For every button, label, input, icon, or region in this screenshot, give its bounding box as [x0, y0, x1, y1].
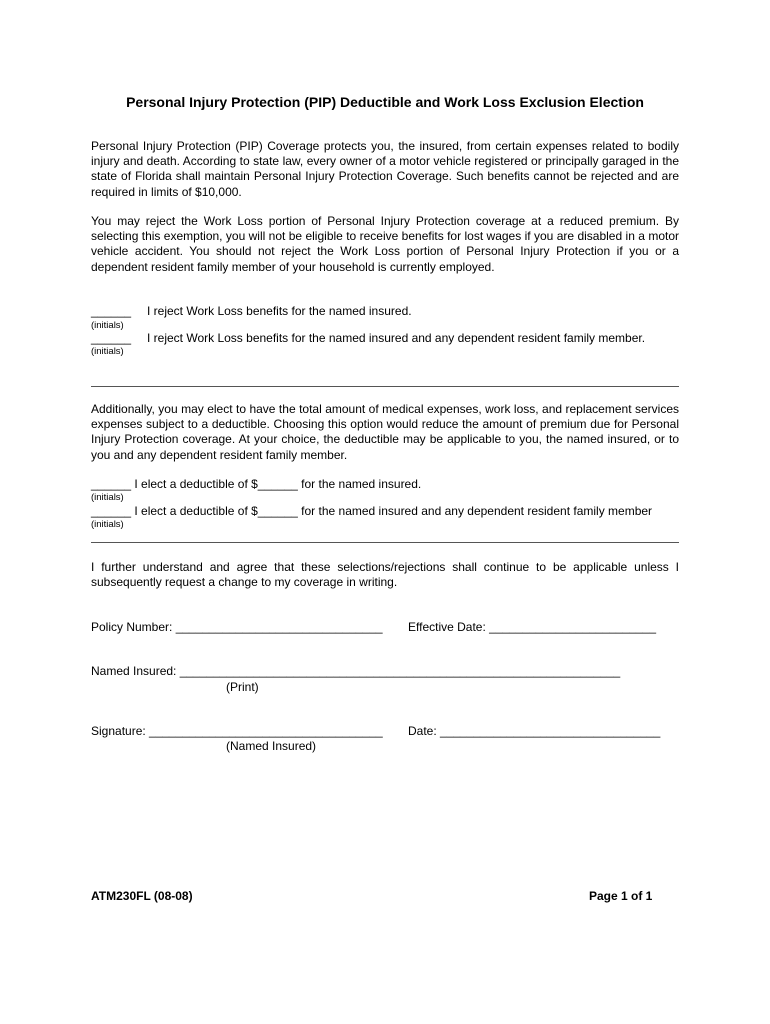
deductible-option-2[interactable]: ______ I elect a deductible of $______ for the named insured and any dependent resident family member [91, 504, 653, 518]
section-divider [91, 542, 679, 543]
work-loss-initials-blank-1[interactable]: ______ [91, 304, 132, 318]
form-id: ATM230FL (08-08) [91, 889, 193, 903]
section-divider [91, 386, 679, 387]
named-insured-field[interactable]: Named Insured: __________________________________________________________________ [91, 664, 621, 678]
document-title: Personal Injury Protection (PIP) Deductible and Work Loss Exclusion Election [126, 94, 644, 110]
work-loss-option-2-label: I reject Work Loss benefits for the named insured and any dependent resident family member. [147, 331, 646, 345]
initials-caption: (initials) [91, 346, 124, 357]
initials-caption: (initials) [91, 320, 124, 331]
work-loss-initials-blank-2[interactable]: ______ [91, 331, 132, 345]
date-field[interactable]: Date: _________________________________ [408, 724, 661, 738]
deductible-option-1[interactable]: ______ I elect a deductible of $______ for the named insured. [91, 477, 422, 491]
initials-caption: (initials) [91, 492, 124, 503]
page-number: Page 1 of 1 [589, 889, 653, 903]
signature-field[interactable]: Signature: ___________________________________ [91, 724, 383, 738]
agreement-paragraph: I further understand and agree that these selections/rejections shall continue to be applicable unless I subsequently request a change to my coverage in writing. [91, 560, 679, 590]
effective-date-field[interactable]: Effective Date: _________________________ [408, 620, 656, 634]
work-loss-option-1-label: I reject Work Loss benefits for the named insured. [147, 304, 412, 318]
deductible-paragraph: Additionally, you may elect to have the total amount of medical expenses, work loss, and replacement services expenses subject to a deductible. Choosing this option would reduce the amount of premium due for Personal Injury Protection coverage. At your choice, the deductible may be applicable to you, the named insured, or to you and any dependent resident family member. [91, 402, 679, 462]
print-caption: (Print) [226, 680, 259, 694]
pip-coverage-paragraph: Personal Injury Protection (PIP) Coverage protects you, the insured, from certain expenses related to bodily injury and death. According to state law, every owner of a motor vehicle registered or principally garaged in the state of Florida shall maintain Personal Injury Protection Coverage. Such benefits cannot be rejected and are required in limits of $10,000. [91, 139, 679, 199]
initials-caption: (initials) [91, 519, 124, 530]
work-loss-paragraph: You may reject the Work Loss portion of Personal Injury Protection coverage at a reduced premium. By selecting this exemption, you will not be eligible to receive benefits for lost wages if you are disabled in a motor vehicle accident. You should not reject the Work Loss portion of Personal Injury Protection if you or a dependent resident family member of your household is currently employed. [91, 214, 679, 274]
named-insured-caption: (Named Insured) [226, 739, 317, 753]
policy-number-field[interactable]: Policy Number: _______________________________ [91, 620, 383, 634]
